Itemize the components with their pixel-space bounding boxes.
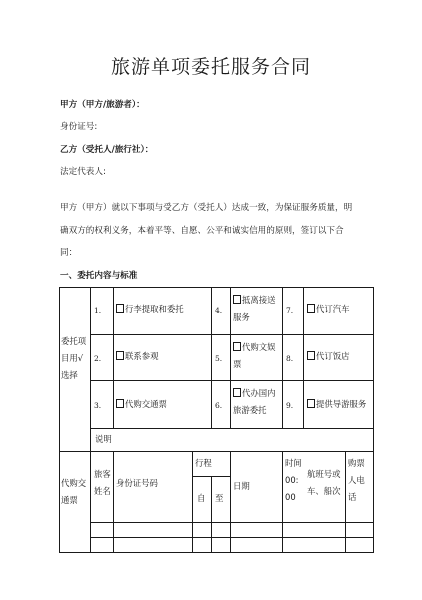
flight-number-header: 航班号或 车、船次	[307, 469, 341, 496]
item-number: 4.	[215, 306, 223, 315]
table-grid-line	[90, 428, 374, 429]
table-border-bottom	[59, 552, 374, 553]
id-code-header: 身份证号码	[116, 478, 158, 488]
option-checkbox[interactable]: 代订饭店	[307, 348, 350, 365]
item-number: 8.	[286, 354, 294, 363]
checkbox-icon[interactable]	[116, 304, 124, 313]
checkbox-icon[interactable]	[307, 304, 315, 313]
item-number: 9.	[286, 401, 294, 410]
date-header: 日期	[233, 481, 250, 491]
ticket-buyer-phone-header: 购票 人电 话	[348, 458, 365, 502]
checkbox-icon[interactable]	[116, 351, 124, 360]
table-grid-line	[282, 287, 283, 428]
intro-paragraph-line-2: 确双方的权利义务，本着平等、自愿、公平和诚实信用的原则，签订以下合	[60, 226, 344, 236]
note-label: 说明	[95, 434, 112, 444]
option-checkbox[interactable]: 代办国内 旅游委托	[233, 388, 276, 415]
table-grid-line	[90, 287, 91, 552]
item-number: 6.	[215, 401, 223, 410]
table-border-left	[59, 287, 60, 552]
option-checkbox[interactable]: 行李提取和委托	[116, 301, 184, 318]
ticket-purchase-label: 代购交 通票	[61, 478, 87, 505]
option-checkbox[interactable]: 提供导游服务	[307, 396, 366, 413]
itinerary-from-header: 自	[197, 493, 206, 503]
party-b-label: 乙方（受托人/旅行社）：	[60, 145, 154, 155]
table-row[interactable]	[91, 538, 373, 552]
checkbox-icon[interactable]	[116, 399, 124, 408]
option-checkbox[interactable]: 代订汽车	[307, 301, 350, 318]
option-checkbox[interactable]: 代购交通票	[116, 396, 167, 413]
option-checkbox[interactable]: 代购文娱 票	[233, 342, 276, 369]
checkbox-icon[interactable]	[307, 351, 315, 360]
table-row[interactable]	[91, 523, 373, 537]
table-grid-line	[211, 287, 212, 428]
intro-paragraph-line-3: 同：	[60, 248, 78, 258]
entrust-items-label: 委托项 目用√ 选择	[61, 336, 87, 380]
table-grid-line	[230, 287, 231, 428]
checkbox-icon[interactable]	[233, 388, 241, 397]
item-number: 1.	[94, 306, 102, 315]
itinerary-header: 行程	[195, 458, 212, 468]
legal-representative-label: 法定代表人:	[60, 167, 106, 177]
checkbox-icon[interactable]	[307, 399, 315, 408]
item-number: 3.	[94, 401, 102, 410]
checkbox-icon[interactable]	[233, 295, 241, 304]
document-title: 旅游单项委托服务合同	[110, 56, 311, 78]
intro-paragraph-line-1: 甲方（甲方）就以下事项与受乙方（受托人）达成一致，为保证服务质量，明	[60, 203, 353, 213]
table-grid-line	[59, 451, 374, 452]
table-grid-line	[90, 380, 374, 381]
time-header: 时间 00: 00	[285, 458, 302, 502]
item-number: 2.	[94, 354, 102, 363]
section-heading: 一、委托内容与标准	[60, 271, 138, 281]
option-checkbox[interactable]: 抵离接送 服务	[233, 295, 276, 322]
passenger-name-header: 旅客 姓名	[94, 469, 111, 496]
table-grid-line	[303, 287, 304, 428]
checkbox-icon[interactable]	[233, 342, 241, 351]
table-border-top	[59, 287, 374, 288]
item-number: 5.	[215, 354, 223, 363]
party-a-label: 甲方（甲方/旅游者）：	[60, 100, 145, 110]
table-border-right	[373, 287, 374, 552]
table-grid-line	[113, 287, 114, 428]
option-checkbox[interactable]: 联系参观	[116, 348, 159, 365]
id-number-label: 身份证号:	[60, 122, 98, 132]
itinerary-to-header: 至	[215, 493, 224, 503]
item-number: 7.	[286, 306, 294, 315]
table-grid-line	[90, 334, 374, 335]
